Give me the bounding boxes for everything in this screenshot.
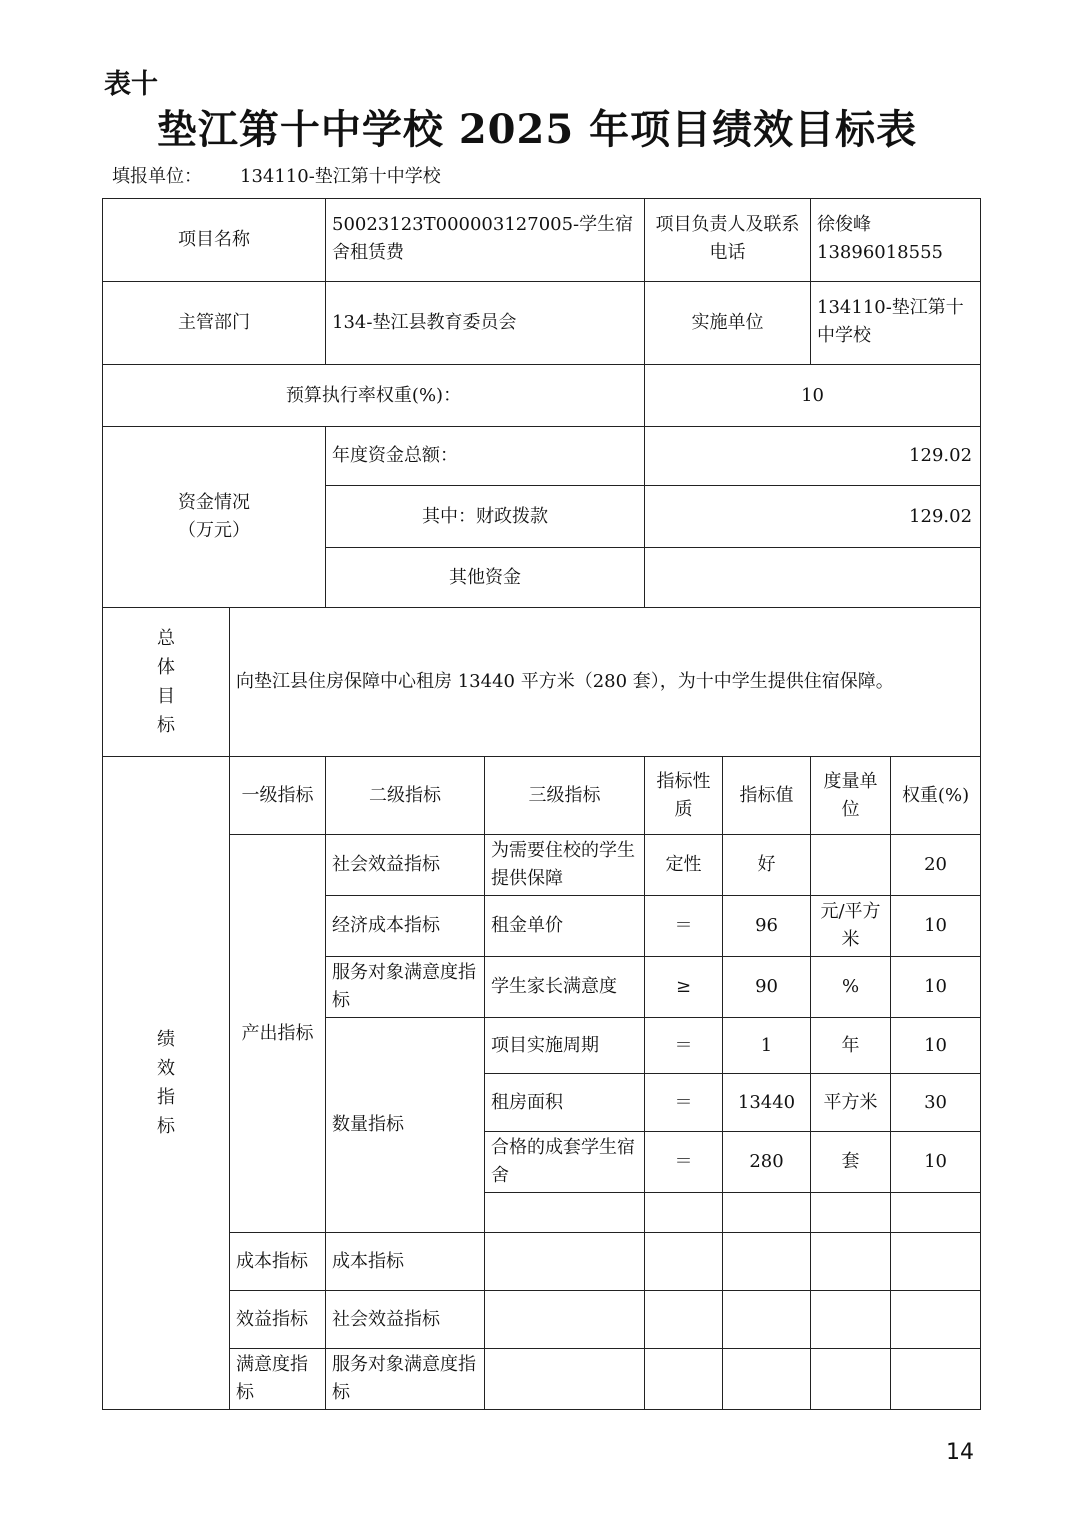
perf-label <box>103 757 230 1410</box>
satisfaction-level1: 满意度指标 <box>230 1349 326 1410</box>
funds-label: 资金情况 <box>178 492 250 513</box>
row-nature: 定性 <box>645 835 723 896</box>
empty-cell <box>723 1291 811 1349</box>
row-project-name <box>103 199 981 282</box>
impl-value: 134110-垫江第十中学校 <box>811 282 981 365</box>
row-nature: ＝ <box>645 1132 723 1193</box>
vertical-char: 标 <box>157 715 175 736</box>
header-level3: 三级指标 <box>485 757 645 835</box>
header-value: 指标值 <box>723 757 811 835</box>
row-value: 1 <box>723 1018 811 1074</box>
empty-cell <box>891 1291 981 1349</box>
empty-cell <box>811 1291 891 1349</box>
cost-level2: 成本指标 <box>326 1233 485 1291</box>
budget-weight-label: 预算执行率权重(%)： <box>103 365 645 427</box>
contact-phone: 13896018555 <box>817 242 943 263</box>
benefit-level1: 效益指标 <box>230 1291 326 1349</box>
funds-total-value: 129.02 <box>645 427 981 486</box>
row-nature: ≥ <box>645 957 723 1018</box>
vertical-char: 指 <box>157 1087 175 1108</box>
empty-cell <box>811 1349 891 1410</box>
vertical-char: 效 <box>157 1058 175 1079</box>
row-nature: ＝ <box>645 1018 723 1074</box>
funds-unit: （万元） <box>178 520 250 541</box>
funds-other-label: 其他资金 <box>326 548 645 608</box>
header-level1: 一级指标 <box>230 757 326 835</box>
vertical-char: 体 <box>157 657 175 678</box>
empty-cell <box>723 1193 811 1233</box>
row-nature: ＝ <box>645 896 723 957</box>
row-value: 280 <box>723 1132 811 1193</box>
header-nature: 指标性质 <box>645 757 723 835</box>
filler-value: 134110-垫江第十中学校 <box>240 166 441 187</box>
empty-cell <box>645 1349 723 1410</box>
project-name-value: 50023123T000003127005-学生宿舍租赁费 <box>326 199 645 282</box>
row-goal <box>103 608 981 757</box>
row-value: 好 <box>723 835 811 896</box>
header-unit: 度量单位 <box>811 757 891 835</box>
goal-label-text <box>109 624 223 740</box>
perf-label-text <box>109 1025 223 1141</box>
row-benefit <box>103 1291 981 1349</box>
funds-total-label: 年度资金总额： <box>326 427 645 486</box>
empty-cell <box>645 1233 723 1291</box>
row-cost <box>103 1233 981 1291</box>
cost-level1: 成本指标 <box>230 1233 326 1291</box>
row-weight: 20 <box>891 835 981 896</box>
vertical-char: 总 <box>157 628 175 649</box>
page-title: 垫江第十中学校 2025 年项目绩效目标表 <box>156 106 918 153</box>
row-level3: 学生家长满意度 <box>485 957 645 1018</box>
row-budget-weight <box>103 365 981 427</box>
row-value: 13440 <box>723 1074 811 1132</box>
satisfaction-level2: 服务对象满意度指标 <box>326 1349 485 1410</box>
empty-cell <box>811 1233 891 1291</box>
row-level3: 合格的成套学生宿舍 <box>485 1132 645 1193</box>
row-level2: 社会效益指标 <box>326 835 485 896</box>
funds-other-value <box>645 548 981 608</box>
contact-cell <box>811 199 981 282</box>
page-number: 14 <box>946 1440 974 1465</box>
row-weight: 10 <box>891 1132 981 1193</box>
row-value: 90 <box>723 957 811 1018</box>
empty-cell <box>723 1233 811 1291</box>
budget-weight-value: 10 <box>645 365 981 427</box>
row-unit: 年 <box>811 1018 891 1074</box>
row-weight: 30 <box>891 1074 981 1132</box>
row-perf-header <box>103 757 981 835</box>
row-weight: 10 <box>891 896 981 957</box>
empty-cell <box>891 1233 981 1291</box>
empty-cell <box>485 1291 645 1349</box>
row-weight: 10 <box>891 1018 981 1074</box>
row-weight: 10 <box>891 957 981 1018</box>
empty-cell <box>485 1233 645 1291</box>
dept-label: 主管部门 <box>103 282 326 365</box>
row-level3: 为需要住校的学生提供保障 <box>485 835 645 896</box>
output-label: 产出指标 <box>230 835 326 1233</box>
empty-cell <box>485 1193 645 1233</box>
contact-label: 项目负责人及联系电话 <box>645 199 811 282</box>
empty-cell <box>723 1349 811 1410</box>
row-unit: 套 <box>811 1132 891 1193</box>
funds-fiscal-label: 其中：财政拨款 <box>326 486 645 548</box>
row-nature: ＝ <box>645 1074 723 1132</box>
row-value: 96 <box>723 896 811 957</box>
row-unit: 元/平方米 <box>811 896 891 957</box>
empty-cell <box>891 1193 981 1233</box>
row-level3: 租金单价 <box>485 896 645 957</box>
empty-cell <box>645 1193 723 1233</box>
empty-cell <box>485 1349 645 1410</box>
dept-value: 134-垫江县教育委员会 <box>326 282 645 365</box>
row-level2: 服务对象满意度指标 <box>326 957 485 1018</box>
project-name-label: 项目名称 <box>103 199 326 282</box>
row-dept <box>103 282 981 365</box>
row-satisfaction <box>103 1349 981 1410</box>
empty-cell <box>811 1193 891 1233</box>
row-level2: 经济成本指标 <box>326 896 485 957</box>
empty-cell <box>645 1291 723 1349</box>
row-level3: 项目实施周期 <box>485 1018 645 1074</box>
table-number: 表十 <box>104 69 158 100</box>
impl-label: 实施单位 <box>645 282 811 365</box>
performance-table <box>102 198 981 1410</box>
filler-label: 填报单位： <box>112 166 202 187</box>
table-row <box>103 835 981 896</box>
funds-label-cell <box>103 427 326 608</box>
goal-text: 向垫江县住房保障中心租房 13440 平方米（280 套），为十中学生提供住宿保障。 <box>230 608 981 757</box>
goal-label <box>103 608 230 757</box>
empty-cell <box>891 1349 981 1410</box>
vertical-char: 绩 <box>157 1029 175 1050</box>
vertical-char: 目 <box>157 686 175 707</box>
header-level2: 二级指标 <box>326 757 485 835</box>
row-unit <box>811 835 891 896</box>
row-funds-total <box>103 427 981 486</box>
header-weight: 权重(%) <box>891 757 981 835</box>
filler-unit <box>112 162 441 188</box>
row-unit: 平方米 <box>811 1074 891 1132</box>
contact-name: 徐俊峰 <box>817 214 872 235</box>
benefit-level2: 社会效益指标 <box>326 1291 485 1349</box>
vertical-char: 标 <box>157 1116 175 1137</box>
row-unit: % <box>811 957 891 1018</box>
quantity-label: 数量指标 <box>326 1018 485 1233</box>
row-level3: 租房面积 <box>485 1074 645 1132</box>
funds-fiscal-value: 129.02 <box>645 486 981 548</box>
